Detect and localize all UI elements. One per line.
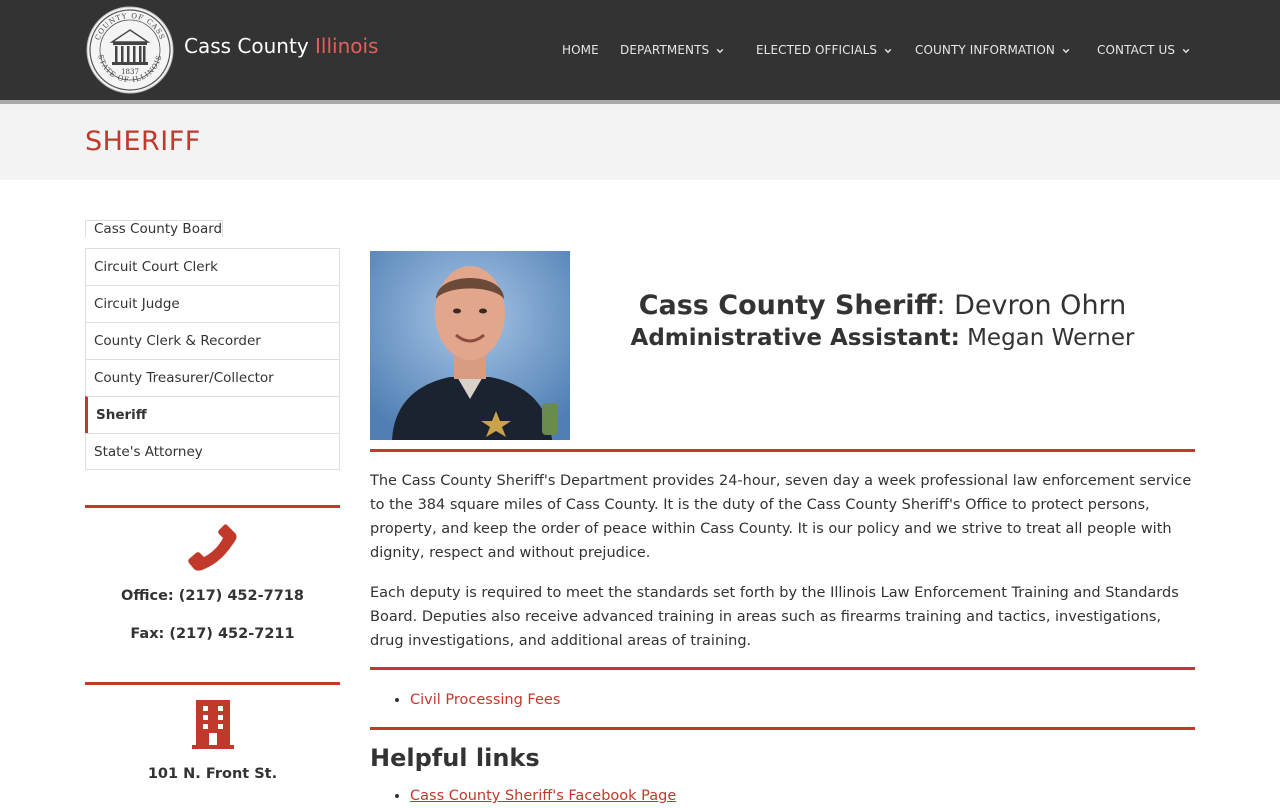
- nav-home[interactable]: [562, 43, 599, 57]
- phone-icon: [187, 522, 239, 574]
- sidebar-item-county-clerk-recorder[interactable]: [85, 322, 340, 359]
- contact-phone-block: [85, 522, 340, 642]
- contact-address-block: [85, 700, 340, 782]
- sidebar-item-label: Cass County Board: [94, 221, 223, 237]
- page-title: SHERIFF: [85, 126, 201, 157]
- deputy-training-description: Each deputy is required to meet the standards set forth by the Illinois Law Enforcement Training and Standards Board. Deputies also receive advanced training in areas such as firearms training and tactics, investigations, drug investigations, and additional areas of training.: [370, 585, 1179, 649]
- sidebar-item-circuit-court-clerk[interactable]: [85, 248, 340, 285]
- nav-elected-officials[interactable]: [756, 43, 892, 57]
- chevron-down-icon: [716, 47, 724, 55]
- chevron-down-icon: [1062, 47, 1070, 55]
- content-divider: [370, 667, 1195, 670]
- nav-contact-us[interactable]: [1097, 43, 1190, 57]
- civil-processing-fees-link[interactable]: Civil Processing Fees: [410, 692, 561, 708]
- nav-county-information[interactable]: [915, 43, 1070, 57]
- brand-name: Cass County: [184, 34, 309, 58]
- sheriff-title-line: [570, 290, 1195, 321]
- nav-home-label: HOME: [562, 43, 599, 57]
- assistant-title: Administrative Assistant:: [630, 325, 960, 351]
- seal-top-text: COUNTY OF CASS: [93, 11, 167, 42]
- nav-elected-officials-label: ELECTED OFFICIALS: [756, 43, 878, 57]
- sidebar-item-label: Circuit Judge: [94, 296, 180, 312]
- brand-state: Illinois: [315, 34, 379, 58]
- sidebar-item-label: Circuit Court Clerk: [94, 259, 218, 275]
- list-item: [410, 688, 560, 712]
- nav-departments[interactable]: [620, 43, 724, 57]
- sidebar-item-circuit-judge[interactable]: [85, 285, 340, 322]
- sheriff-description: The Cass County Sheriff's Department provides 24-hour, seven day a week professional law enforcement service to the 384 square miles of Cass County. It is the duty of the Cass County Sheriff's Office to protect persons, property, and keep the order of peace within Cass County. It is our policy and we strive to treat all people with dignity, respect and without prejudice.: [370, 473, 1192, 561]
- sheriff-photo: [370, 251, 570, 440]
- assistant-name: Megan Werner: [959, 325, 1135, 351]
- sidebar-nav: [85, 211, 340, 470]
- sidebar-divider: [85, 505, 340, 508]
- building-icon: [192, 700, 234, 750]
- sheriff-title: Cass County Sheriff: [638, 290, 937, 321]
- fax-number: Fax: (217) 452-7211: [130, 626, 295, 642]
- nav-departments-label: DEPARTMENTS: [620, 43, 710, 57]
- sheriff-heading: [570, 290, 1195, 351]
- sidebar-item-label: County Clerk & Recorder: [94, 333, 261, 349]
- content-divider: [370, 727, 1195, 730]
- sidebar-item-label: County Treasurer/Collector: [94, 370, 274, 386]
- sidebar-divider: [85, 682, 340, 685]
- sidebar-item-states-attorney[interactable]: [85, 433, 340, 470]
- sidebar-item-cass-county-board[interactable]: [85, 220, 223, 237]
- site-header: [0, 0, 1280, 100]
- office-phone[interactable]: Office: (217) 452-7718: [121, 588, 304, 604]
- helpful-links-heading: Helpful links: [370, 744, 540, 772]
- seal-bottom-text: STATE OF ILLINOIS: [96, 53, 164, 85]
- sidebar-item-sheriff[interactable]: [85, 396, 340, 433]
- seal-year: 1837: [121, 68, 139, 76]
- chevron-down-icon: [884, 47, 892, 55]
- content-divider: [370, 449, 1195, 452]
- helpful-links-list: [370, 784, 676, 808]
- sidebar-item-label: State's Attorney: [94, 444, 203, 460]
- chevron-down-icon: [1182, 47, 1190, 55]
- sheriff-name: : Devron Ohrn: [936, 290, 1127, 321]
- list-item: [410, 784, 676, 808]
- nav-county-information-label: COUNTY INFORMATION: [915, 43, 1055, 57]
- documents-list: [370, 688, 560, 712]
- sidebar-item-label: Sheriff: [96, 407, 147, 423]
- office-address: 101 N. Front St.: [147, 766, 278, 782]
- sidebar-item-county-treasurer[interactable]: [85, 359, 340, 396]
- nav-contact-us-label: CONTACT US: [1097, 43, 1176, 57]
- title-band: [0, 104, 1280, 180]
- assistant-line: [570, 325, 1195, 351]
- facebook-page-link[interactable]: Cass County Sheriff's Facebook Page: [410, 788, 677, 804]
- main-nav: [0, 43, 1280, 59]
